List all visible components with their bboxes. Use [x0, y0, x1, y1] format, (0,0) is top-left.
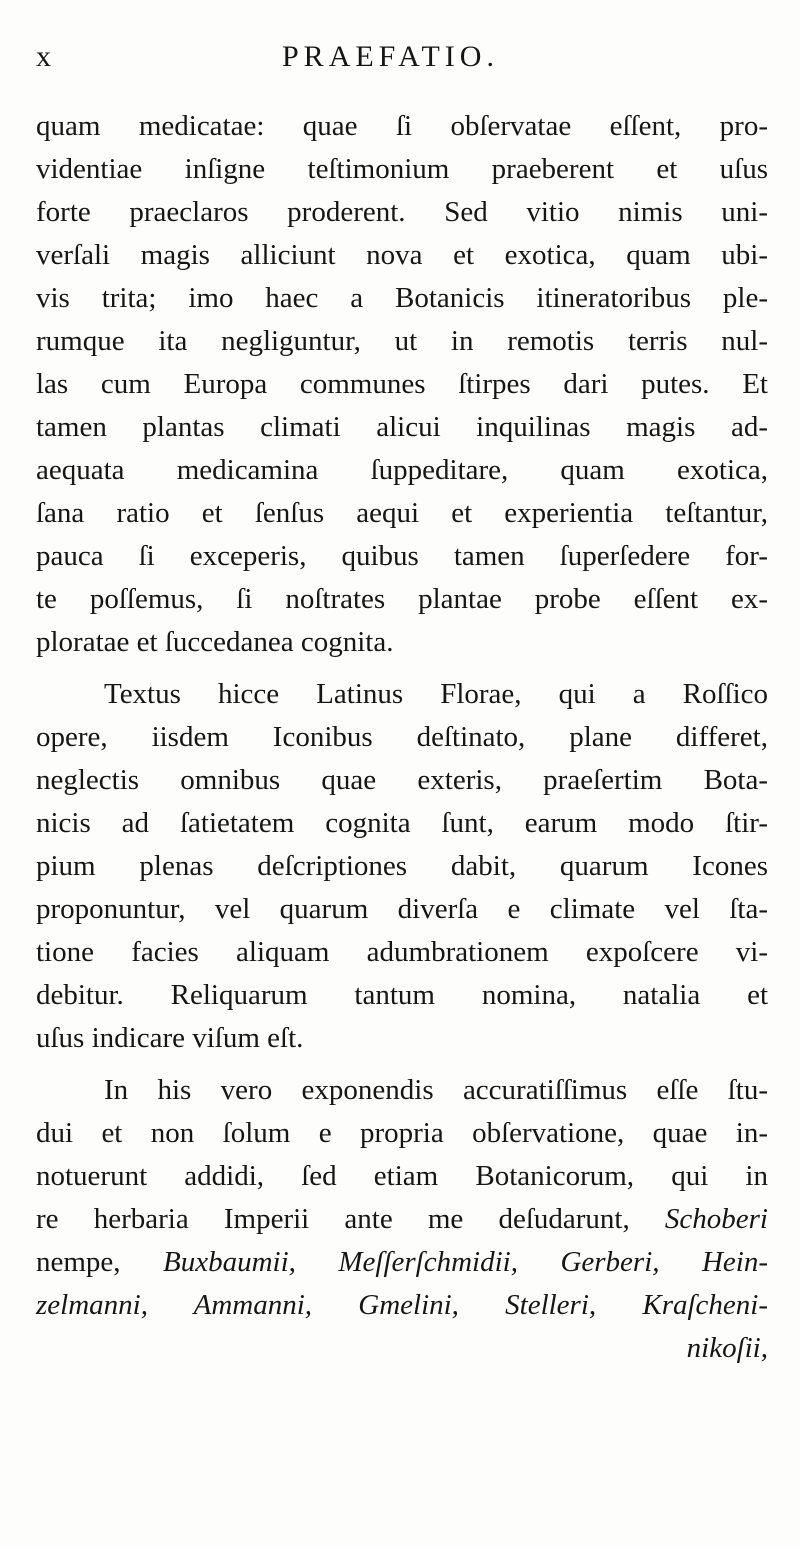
page-number: x: [36, 40, 52, 73]
text-line: tamen plantas climati alicui inquilinas magis ad-: [36, 411, 768, 443]
text-line: pium plenas deſcriptiones dabit, quarum Icones: [36, 850, 768, 882]
text-line-mixed: [36, 1198, 768, 1241]
text-line: opere, iisdem Iconibus deſtinato, plane differet,: [36, 721, 768, 753]
text-line: tione facies aliquam adumbrationem expoſcere vi-: [36, 936, 768, 968]
text-line: verſali magis alliciunt nova et exotica, quam ubi-: [36, 239, 768, 271]
text-line: notuerunt addidi, ſed etiam Botanicorum, qui in: [36, 1160, 768, 1192]
text-line: ploratae et ſuccedanea cognita.: [36, 626, 394, 658]
text-line: ſana ratio et ſenſus aequi et experientia teſtantur,: [36, 497, 768, 529]
italic-name: Schoberi: [664, 1203, 768, 1235]
text-line: zelmanni, Ammanni, Gmelini, Stelleri, Kraſcheni-: [36, 1289, 768, 1321]
paragraph-1: [36, 105, 768, 664]
text-line: nicis ad ſatietatem cognita ſunt, earum modo ſtir-: [36, 807, 768, 839]
text-line: las cum Europa communes ſtirpes dari putes. Et: [36, 368, 768, 400]
paragraph-2: [36, 673, 768, 1060]
text-line: pauca ſi exceperis, quibus tamen ſuperſedere for-: [36, 540, 768, 572]
text-line: rumque ita negliguntur, ut in remotis terris nul-: [36, 325, 768, 357]
text-segment: re herbaria Imperii ante me deſudarunt,: [36, 1203, 630, 1235]
text-line: te poſſemus, ſi noſtrates plantae probe eſſent ex-: [36, 583, 768, 615]
text-line: vis trita; imo haec a Botanicis itineratoribus ple-: [36, 282, 768, 314]
running-head: [36, 40, 764, 80]
body-text: [36, 105, 768, 1370]
text-line: videntiae inſigne teſtimonium praeberent et uſus: [36, 153, 768, 185]
text-line: neglectis omnibus quae exteris, praeſertim Bota-: [36, 764, 768, 796]
paragraph-3: [36, 1069, 768, 1370]
text-line: debitur. Reliquarum tantum nomina, natalia et: [36, 979, 768, 1011]
text-line: Textus hicce Latinus Florae, qui a Roſſico: [104, 678, 768, 710]
italic-names: Buxbaumii, Meſſerſchmidii, Gerberi, Hein-: [163, 1246, 768, 1278]
text-line: uſus indicare viſum eſt.: [36, 1022, 304, 1054]
catchword: nikoſii,: [686, 1332, 768, 1364]
text-line: quam medicatae: quae ſi obſervatae eſſent, pro-: [36, 110, 768, 142]
text-line: dui et non ſolum e propria obſervatione, quae in-: [36, 1117, 768, 1149]
running-title: PRAEFATIO.: [282, 40, 499, 73]
text-line: In his vero exponendis accuratiſſimus eſſe ſtu-: [104, 1074, 768, 1106]
text-line: forte praeclaros proderent. Sed vitio nimis uni-: [36, 196, 768, 228]
text-line: proponuntur, vel quarum diverſa e climate vel ſta-: [36, 893, 768, 925]
text-line: aequata medicamina ſuppeditare, quam exotica,: [36, 454, 768, 486]
text-line-mixed: [36, 1241, 768, 1284]
text-segment: nempe,: [36, 1246, 121, 1278]
